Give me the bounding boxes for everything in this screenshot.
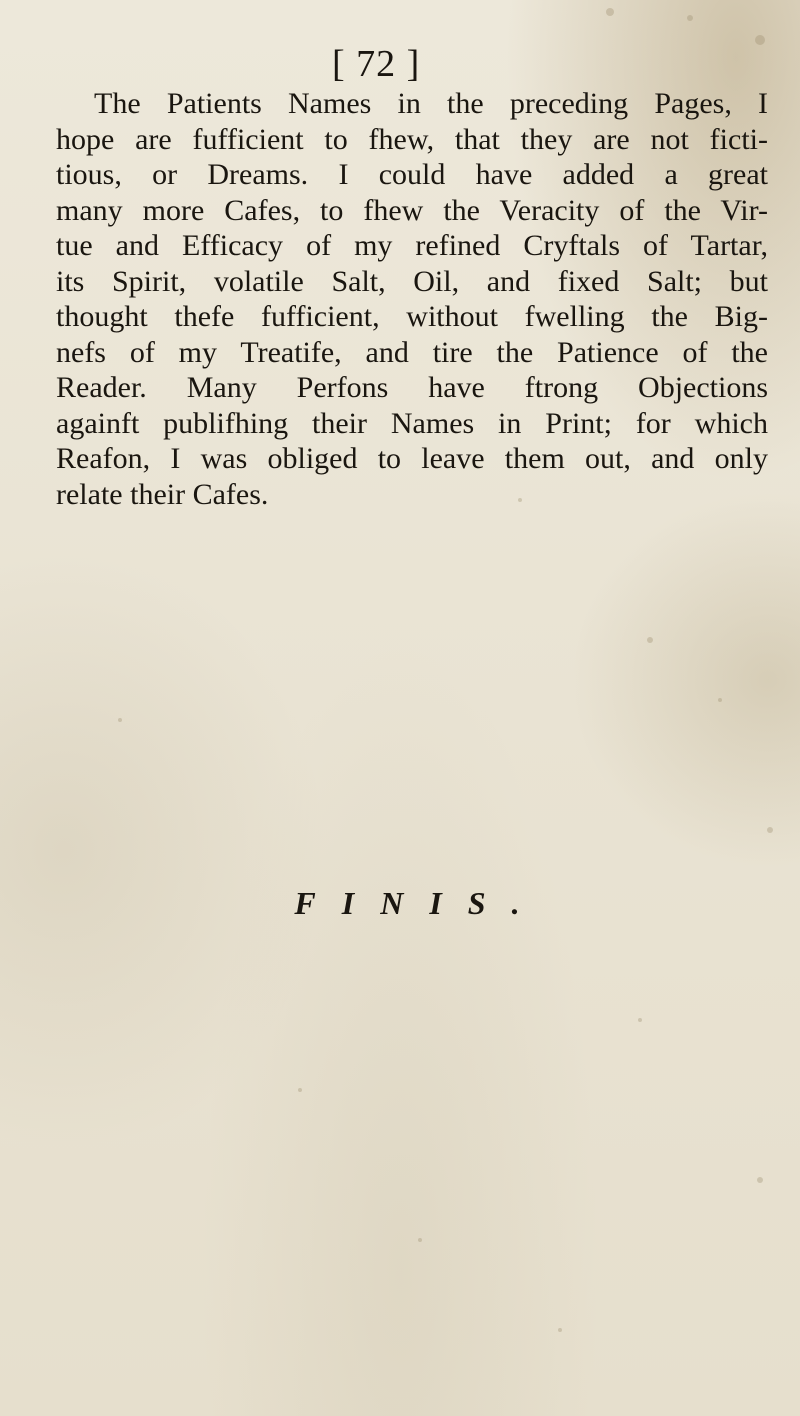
page-number: [ 72 ] (332, 43, 421, 85)
text-line: hope are fufficient to fhew, that they are not ficti- (56, 122, 768, 156)
text-line: againft publifhing their Names in Print; for which (56, 406, 768, 440)
text-line: relate their Cafes. (56, 477, 269, 511)
text-line: thought thefe fufficient, without fwelling the Big- (56, 300, 768, 333)
text-line: The Patients Names in the preceding Pages, I (94, 87, 768, 120)
text-line: nefs of my Treatife, and tire the Patience of the (56, 335, 768, 369)
text-line: tue and Efficacy of my refined Cryftals of Tartar, (56, 229, 768, 262)
closing-finis: FINIS. (294, 885, 546, 921)
text-line: Reafon, I was obliged to leave them out, and only (56, 442, 768, 475)
body-paragraph (56, 86, 768, 512)
text-line: Reader. Many Perfons have ftrong Objections (56, 371, 768, 404)
text-line: many more Cafes, to fhew the Veracity of the Vir- (56, 193, 768, 227)
text-line: its Spirit, volatile Salt, Oil, and fixed Salt; but (56, 264, 768, 298)
text-line: tious, or Dreams. I could have added a great (56, 158, 768, 191)
